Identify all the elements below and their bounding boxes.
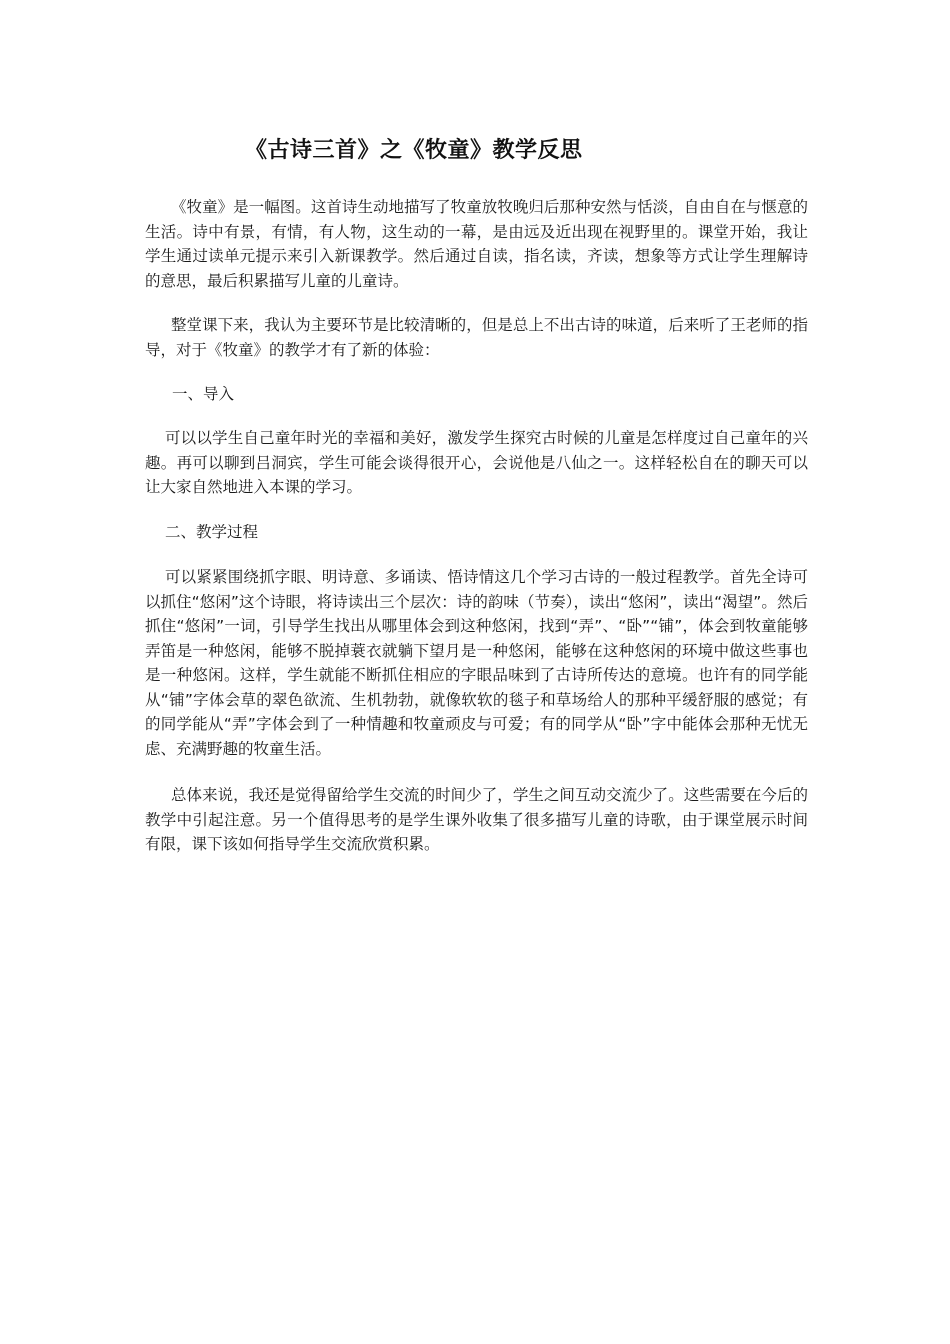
section-heading-teaching-process: 二、教学过程	[165, 523, 259, 541]
paragraph-reflection: 整堂课下来，我认为主要环节是比较清晰的，但是总上不出古诗的味道，后来听了王老师的指导，对于《牧童》的教学才有了新的体验：	[145, 316, 808, 359]
paragraph-intro: 《牧童》是一幅图。这首诗生动地描写了牧童放牧晚归后那种安然与恬淡，自由自在与惬意的生活。诗中有景，有情，有人物，这生动的一幕，是由远及近出现在视野里的。课堂开始，我让学生通过读单元提示来引入新课教学。然后通过自读，指名读，齐读，想象等方式让学生理解诗的意思，最后积累描写儿童的儿童诗。	[145, 198, 808, 290]
document-title: 《古诗三首》之《牧童》教学反思	[245, 138, 583, 163]
section-heading-introduction: 一、导入	[172, 385, 235, 403]
paragraph-introduction: 可以以学生自己童年时光的幸福和美好，激发学生探究古时候的儿童是怎样度过自己童年的兴趣。再可以聊到吕洞宾，学生可能会谈得很开心，会说他是八仙之一。这样轻松自在的聊天可以让大家自然地进入本课的学习。	[145, 429, 808, 496]
paragraph-teaching-process: 可以紧紧围绕抓字眼、明诗意、多诵读、悟诗情这几个学习古诗的一般过程教学。首先全诗可以抓住“悠闲”这个诗眼，将诗读出三个层次：诗的韵味（节奏），读出“悠闲”，读出“渴望”。然后抓住“悠闲”一词，引导学生找出从哪里体会到这种悠闲，找到“弄”、“卧”“铺”，体会到牧童能够弄笛是一种悠闲，能够不脱掉蓑衣就躺下望月是一种悠闲，能够在这种悠闲的环境中做这些事也是一种悠闲。这样，学生就能不断抓住相应的字眼品味到了古诗所传达的意境。也许有的同学能从“铺”字体会草的翠色欲流、生机勃勃，就像软软的毯子和草场给人的那种平缓舒服的感觉；有的同学能从“弄”字体会到了一种情趣和牧童顽皮与可爱；有的同学从“卧”字中能体会那种无忧无虑、充满野趣的牧童生活。	[145, 568, 808, 758]
paragraph-summary: 总体来说，我还是觉得留给学生交流的时间少了，学生之间互动交流少了。这些需要在今后的教学中引起注意。另一个值得思考的是学生课外收集了很多描写儿童的诗歌，由于课堂展示时间有限，课下该如何指导学生交流欣赏积累。	[145, 786, 808, 853]
